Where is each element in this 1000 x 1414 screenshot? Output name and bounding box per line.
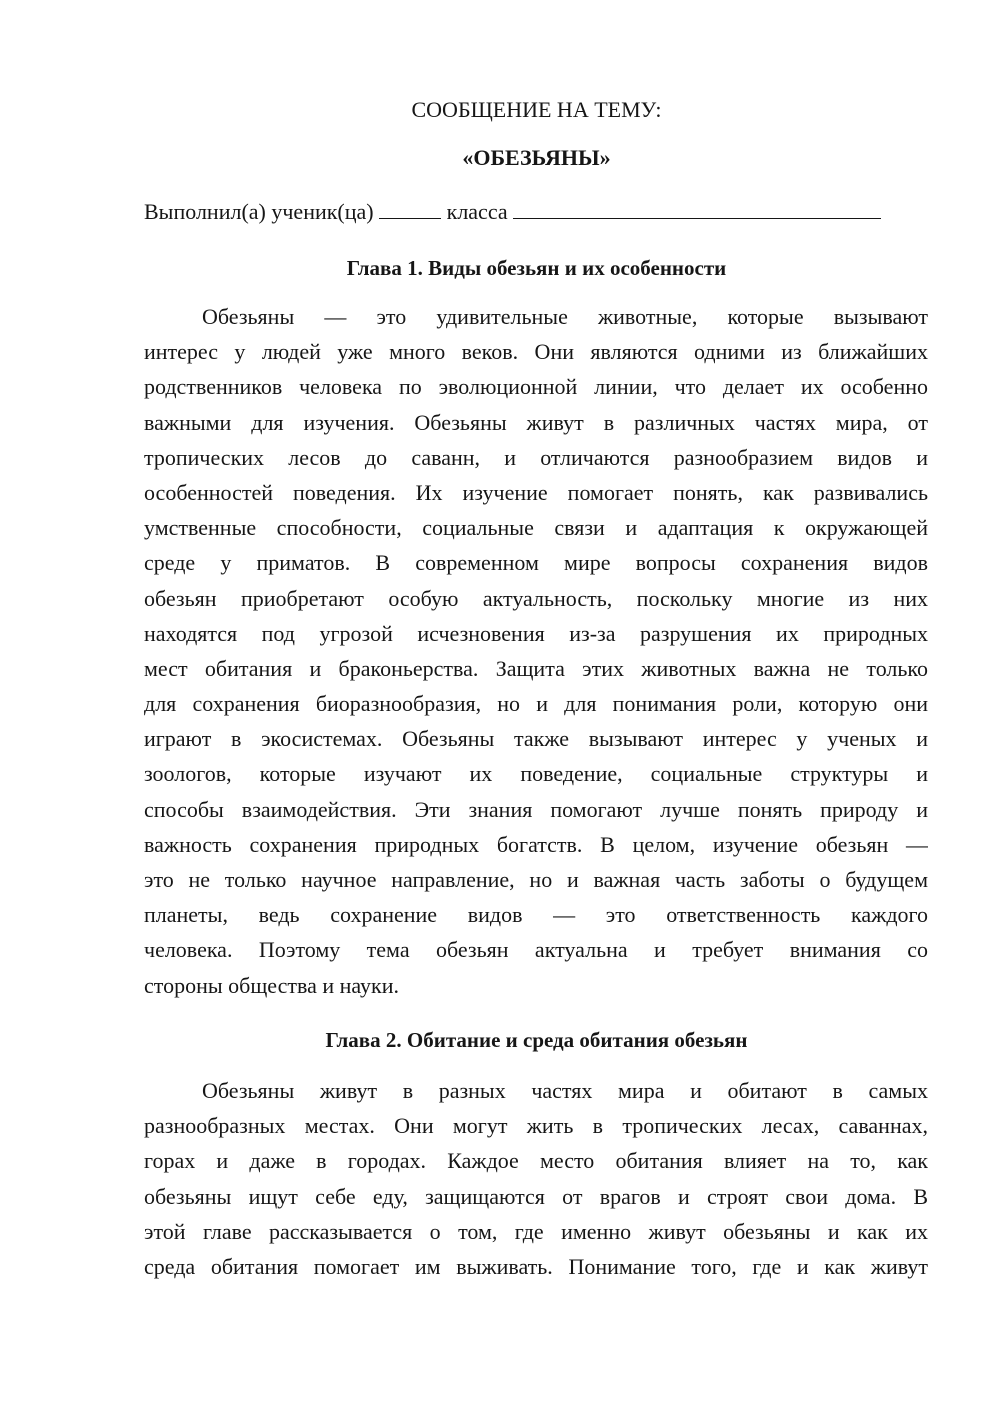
grade-blank: [379, 198, 441, 219]
text-line: это не только научное направление, но и важная часть заботы о будущем: [144, 867, 928, 892]
text-line: Обезьяны — это удивительные животные, которые вызывают: [202, 304, 928, 329]
text-line: этой главе рассказывается о том, где именно живут обезьяны и как их: [144, 1218, 928, 1244]
grade-label: класса: [446, 199, 508, 224]
name-blank: [513, 198, 881, 219]
text-line: важность сохранения природных богатств. В целом, изучение обезьян —: [144, 831, 928, 857]
text-line: умственные способности, социальные связи и адаптация к окружающей: [144, 515, 928, 541]
text-line: среде у приматов. В современном мире вопросы сохранения видов: [144, 550, 928, 576]
text-line: мест обитания и браконьерства. Защита этих животных важна не только: [144, 655, 928, 681]
author-prefix: Выполнил(а) ученик(ца): [144, 199, 374, 224]
chapter-2-heading: Глава 2. Обитание и среда обитания обезьян: [325, 1028, 748, 1052]
text-line: стороны общества и науки.: [144, 972, 399, 998]
text-line: для сохранения биоразнообразия, но и для понимания роли, которую они: [144, 691, 928, 717]
text-line: горах и даже в городах. Каждое место обитания влияет на то, как: [144, 1148, 928, 1174]
text-line: тропических лесов до саванн, и отличаются разнообразием видов и: [144, 444, 928, 470]
text-line: обезьян приобретают особую актуальность, поскольку многие из них: [144, 585, 928, 611]
text-line: среда обитания помогает им выживать. Понимание того, где и как живут: [144, 1253, 928, 1279]
chapter-1-heading: Глава 1. Виды обезьян и их особенности: [346, 256, 727, 280]
text-line: интерес у людей уже много веков. Они являются одними из ближайших: [144, 339, 928, 365]
document-title: СООБЩЕНИЕ НА ТЕМУ:: [411, 97, 662, 122]
text-line: обезьяны ищут себе еду, защищаются от врагов и строят свои дома. В: [144, 1183, 928, 1209]
text-line: важными для изучения. Обезьяны живут в различных частях мира, от: [144, 409, 928, 435]
document-topic: «ОБЕЗЬЯНЫ»: [462, 145, 611, 170]
chapter-2-paragraph: [144, 1073, 928, 1284]
text-line: способы взаимодействия. Эти знания помогают лучше понять природу и: [144, 796, 928, 822]
text-line: человека. Поэтому тема обезьян актуальна и требует внимания со: [144, 937, 928, 963]
chapter-1-paragraph: [144, 299, 928, 1003]
text-line: разнообразных местах. Они могут жить в тропических лесах, саваннах,: [144, 1113, 928, 1139]
author-line: [144, 198, 928, 226]
text-line: Обезьяны живут в разных частях мира и обитают в самых: [202, 1078, 928, 1103]
text-line: играют в экосистемах. Обезьяны также вызывают интерес у ученых и: [144, 726, 928, 752]
text-line: планеты, ведь сохранение видов — это ответственность каждого: [144, 902, 928, 928]
text-line: зоологов, которые изучают их поведение, социальные структуры и: [144, 761, 928, 787]
text-line: находятся под угрозой исчезновения из-за разрушения их природных: [144, 620, 928, 646]
text-line: особенностей поведения. Их изучение помогает понять, как развивались: [144, 479, 928, 505]
text-line: родственников человека по эволюционной линии, что делает их особенно: [144, 374, 928, 400]
